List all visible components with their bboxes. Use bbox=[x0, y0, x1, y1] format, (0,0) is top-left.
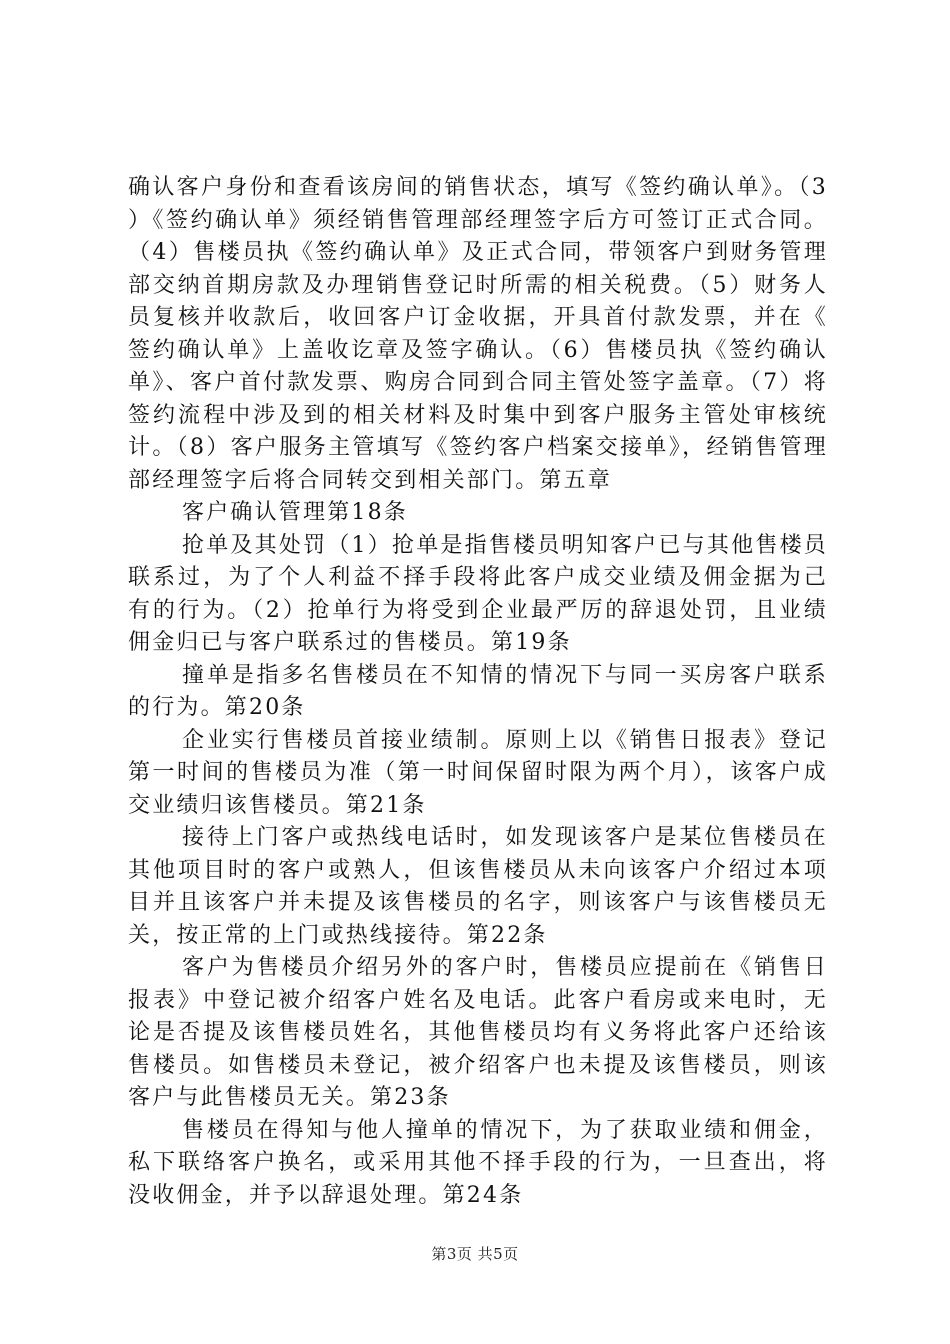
paragraph-first-contact-rule: 企业实行售楼员首接业绩制。原则上以《销售日报表》登记第一时间的售楼员为准（第一时间保留时限为两个月），该客户成交业绩归该售楼员。第21条 bbox=[128, 727, 828, 818]
paragraph-referral-rule: 客户为售楼员介绍另外的客户时，售楼员应提前在《销售日报表》中登记被介绍客户姓名及电话。此客户看房或来电时，无论是否提及该售楼员姓名，其他售楼员均有义务将此客户还给该售楼员。如售楼员未登记，被介绍客户也未提及该售楼员，则该客户与此售楼员无关。第23条 bbox=[128, 955, 828, 1110]
paragraph-order-grabbing: 抢单及其处罚（1）抢单是指售楼员明知客户已与其他售楼员联系过，为了个人利益不择手段将此客户成交业绩及佣金据为己有的行为。（2）抢单行为将受到企业最严厉的辞退处罚，且业绩佣金归已与客户联系过的售楼员。第19条 bbox=[128, 532, 828, 655]
document-body bbox=[128, 172, 828, 1212]
paragraph-signing-procedure: 确认客户身份和查看该房间的销售状态，填写《签约确认单》。（3）《签约确认单》须经销售管理部经理签字后方可签订正式合同。（4）售楼员执《签约确认单》及正式合同，带领客户到财务管理部交纳首期房款及办理销售登记时所需的相关税费。（5）财务人员复核并收款后，收回客户订金收据，开具首付款发票，并在《签约确认单》上盖收讫章及签字确认。（6）售楼员执《签约确认单》、客户首付款发票、购房合同到合同主管处签字盖章。（7）将签约流程中涉及到的相关材料及时集中到客户服务主管处审核统计。（8）客户服务主管填写《签约客户档案交接单》，经销售管理部经理签字后将合同转交到相关部门。第五章 bbox=[128, 175, 828, 493]
page-number-footer: 第3页 共5页 bbox=[431, 1245, 519, 1263]
paragraph-customer-confirmation-heading: 客户确认管理第18条 bbox=[182, 500, 408, 525]
paragraph-misconduct-penalty: 售楼员在得知与他人撞单的情况下，为了获取业绩和佣金，私下联络客户换名，或采用其他不择手段的行为，一旦查出，将没收佣金，并予以辞退处理。第24条 bbox=[128, 1117, 828, 1208]
paragraph-hotline-reception: 接待上门客户或热线电话时，如发现该客户是某位售楼员在其他项目时的客户或熟人，但该售楼员从未向该客户介绍过本项目并且该客户并未提及该售楼员的名字，则该客户与该售楼员无关，按正常的上门或热线接待。第22条 bbox=[128, 825, 828, 948]
paragraph-order-collision: 撞单是指多名售楼员在不知情的情况下与同一买房客户联系的行为。第20条 bbox=[128, 662, 828, 720]
